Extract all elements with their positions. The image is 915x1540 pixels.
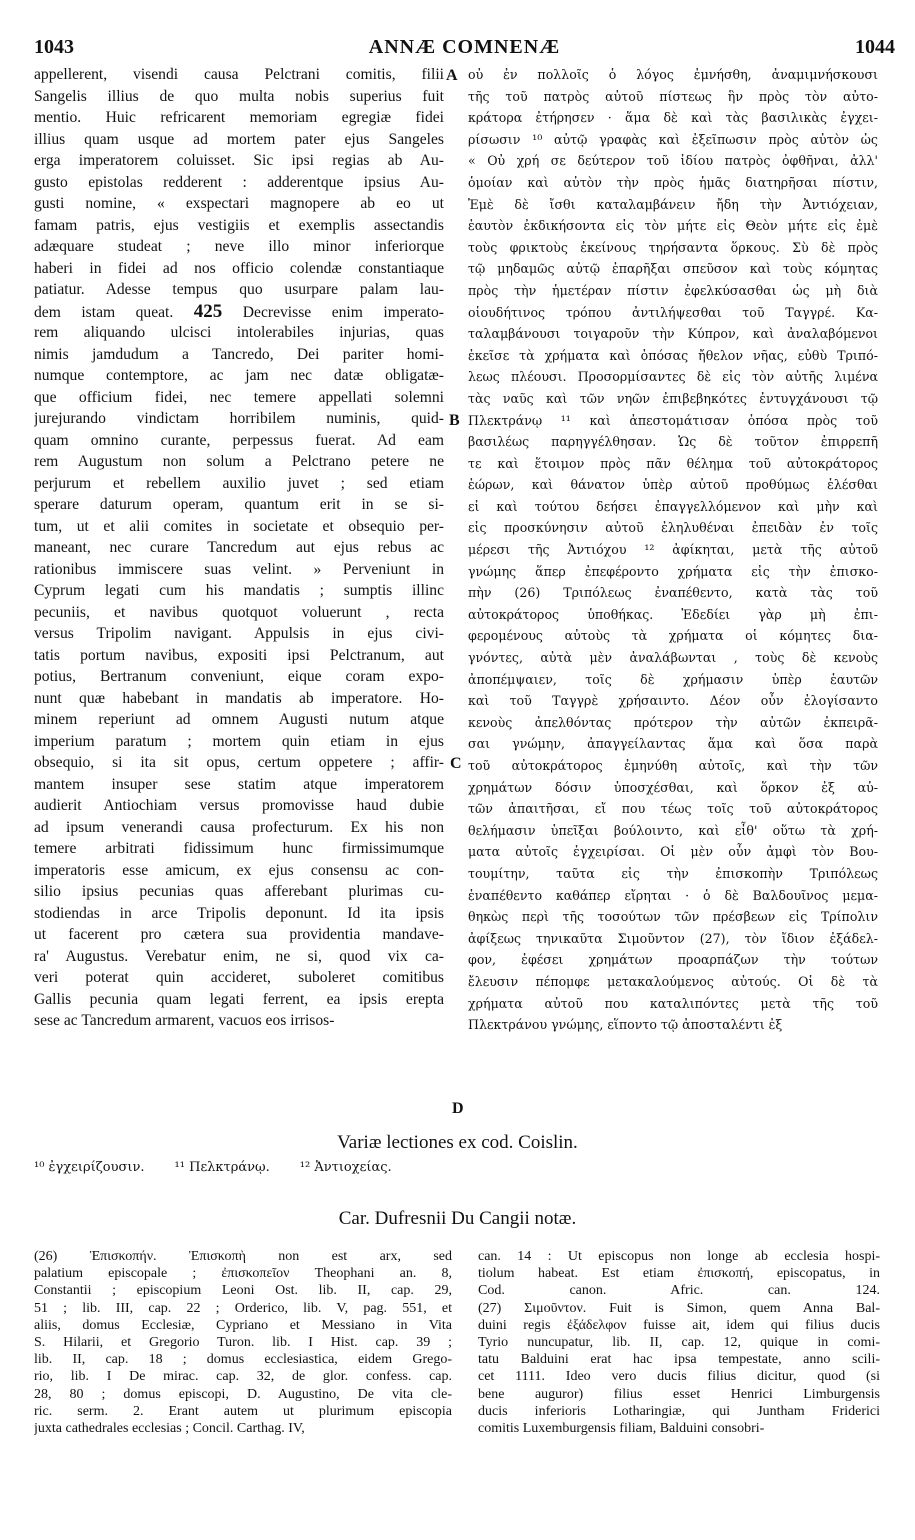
latin-text-line: gusto epistolas redderent : adderentque ipsius Au- <box>34 173 444 191</box>
greek-text-line: πὴν (26) Τριπόλεως ἐναπέθεντο, κατὰ τὰς τοῦ <box>468 585 878 601</box>
latin-text-line: ut facerent pro cætera sua providentia mandave- <box>34 926 444 943</box>
page-number-right: 1044 <box>855 36 895 58</box>
latin-text-line: tum, ut et alii comites in societate et obsequio per- <box>34 517 444 535</box>
greek-text-line: ρίσωσιν ¹⁰ αὐτῷ γραφὰς καὶ ἐξεῖπωσιν πρὸς αὐτὸν ὡς <box>468 131 878 147</box>
latin-text-line: numque contemptore, ac jam nec datæ obligatæ- <box>34 367 444 384</box>
greek-text-line: κενοὺς ἀπελθόντας πρότερον τὴν αὐτῶν ἐκπειρᾶ- <box>468 714 878 730</box>
greek-column <box>468 64 878 1036</box>
note-right-line: Cod. canon. Afric. can. 124. <box>478 1283 880 1299</box>
notes-left-column <box>34 1248 452 1437</box>
variant-reading: ¹² Ἀντιοχείας. <box>299 1160 392 1175</box>
latin-text-line: imperium paratum ; mortem quin etiam in ejus <box>34 732 444 750</box>
latin-text-line: rem Augustum non solum a Pelctrano petere ne <box>34 453 444 470</box>
greek-text-line: τε καὶ ἕτοιμον πρὸς πᾶν θέλημα τοῦ αὐτοκράτορος <box>468 455 878 471</box>
greek-text-line: ἐκεῖσε τὰ χρήματα καὶ ὁπόσας ἤθελον νῆας, εὐθὺ Τριπό- <box>468 347 878 363</box>
latin-text-line: temere arbitrati fidissimum hunc firmissimumque <box>34 840 444 857</box>
greek-text-line: φερομένους αὐτοὺς τὰ χρήματα οἱ κόμητες δια- <box>468 628 878 644</box>
variant-reading: ¹⁰ ἐγχειρίζουσιν. <box>34 1160 145 1175</box>
greek-text-line: τῷ μηδαμῶς αὐτῷ ἐπαρῆξαι σπεῦσον καὶ τοὺς κόμητας <box>468 261 878 277</box>
greek-text-line: ἑαυτὸν ἐκδικήσοντα εἰς τὸν μήτε εἰς Θεὸν μήτε εἰς ἐμὲ <box>468 218 878 234</box>
note-right-line: bene auguror) filius esset Henrici Limburgensis <box>478 1386 880 1402</box>
note-left-line: (26) Ἐπισκοπήν. Ἐπισκοπὴ non est arx, sed <box>34 1249 452 1264</box>
note-right-line: cet 1111. Ideo vero ducis filius dicitur, quod (si <box>478 1369 880 1385</box>
greek-text-line: τοῦ αὐτοκράτορος ἐμηνύθη αὐτοῖς, καὶ τὴν τῶν <box>468 758 878 773</box>
note-left-line: 28, 80 ; domus episcopi, D. Augustino, De vita cle- <box>34 1386 452 1402</box>
latin-text-line: Sangelis illius de quo multa nobis superius fuit <box>34 87 444 105</box>
latin-text-line: erga imperatorem coluisset. Sic ipsi regias ab Au- <box>34 152 444 169</box>
margin-marker-d: D <box>452 1100 464 1117</box>
note-left-line: S. Hilarii, et Gregorio Turon. lib. I Hist. cap. 39 ; <box>34 1334 452 1350</box>
latin-text-line: tatis portum navibus, expositi ipsi Pelctranum, aut <box>34 646 444 664</box>
greek-text-line: ταλαμβάνουσι τοιγαροῦν τὴν Κύπρον, καὶ ἀναλαβόμενοι <box>468 326 878 342</box>
latin-text-line: maneant, nec curare Tancredum aut ejus rebus ac <box>34 539 444 556</box>
latin-text-line <box>34 301 444 323</box>
latin-text-line: nimis jamdudum a Tancredo, Dei pariter homi- <box>34 345 444 363</box>
latin-text-line: versus Tripolim navigant. Appulsis in ejus civi- <box>34 625 444 642</box>
greek-text-line: ματα αὐτοῖς ἐγχειρίσαι. Οἱ μὲν οὖν ἀμφὶ τὸν Βου- <box>468 844 878 860</box>
latin-text-segment: Decrevisse enim imperato- <box>242 303 444 321</box>
page-number-left: 1043 <box>34 36 74 58</box>
latin-text-line: ad ipsum venerandi causa profecturum. Ex his non <box>34 818 444 836</box>
latin-text-line: Cyprum legati cum his mandatis ; sumptis illinc <box>34 582 444 599</box>
note-left-line: palatium episcopale ; ἐπισκοπεῖον Theophani an. 8, <box>34 1266 452 1282</box>
greek-text-line: ἀποπέμψαιεν, τοῖς δὲ χρήμασιν ὑπὲρ ἑαυτῶν <box>468 671 878 687</box>
greek-text-line: οἱουδήτινος τρόπου ἀντιλήψεσθαι τοῦ Ταγγρέ. Κα- <box>468 304 878 320</box>
note-right-line: duini regis ἐξάδελφον fuisse ait, idem qui filius ducis <box>478 1317 880 1333</box>
latin-text-line: patiatur. Adesse tempus quo usurpare palam lau- <box>34 281 444 298</box>
note-left-line: aliis, domus Ecclesiæ, Cypriano et Messiano in Vita <box>34 1317 452 1333</box>
latin-text-line: adæquare studeat ; neve illo minor inferiorque <box>34 238 444 255</box>
greek-text-line: χρημάτων δόσιν ὑποσχέσθαι, καὶ ὅρκον ἐξ αὐ- <box>468 779 878 795</box>
latin-text-line: quam omnino curante, perpessus fuerat. Ad eam <box>34 431 444 449</box>
latin-text-line: pecuniis, et navibus quotquot voluerunt , recta <box>34 603 444 621</box>
note-left-line: juxta cathedrales ecclesias ; Concil. Carthag. IV, <box>34 1420 305 1436</box>
note-left-line: ric. serm. 2. Erant autem ut plurimum episcopia <box>34 1403 452 1419</box>
greek-text-line: καὶ τοῦ Ταγγρὲ χρήσαιντο. Δέον οὖν ἐλογίσαντο <box>468 693 878 709</box>
latin-text-line: mantem insuper sese statim atque imperatorem <box>34 775 444 793</box>
running-head: ANNÆ COMNENÆ <box>368 36 561 58</box>
greek-text-line: κράτορα ἐτήρησεν · ἅμα δὲ καὶ τὰς βασιλικὰς ἐγχει- <box>468 110 878 126</box>
note-right-line: ducis inferioris Lotharingiæ, qui Juntham Friderici <box>478 1403 880 1419</box>
greek-text-line: εἰς προσκύνησιν αὐτοῦ ἐληλυθέναι ἐπειδὰν ἐν τοῖς <box>468 520 878 536</box>
greek-text-line: ἐναπέθεντο καθάπερ εἴρηται · ὁ δὲ Βαλδουῖνος μεμα- <box>468 887 878 903</box>
greek-text-line: ἑώρων, καὶ θάνατον ὑπὲρ αὐτοῦ προθύμως ἑλέσθαι <box>468 477 878 493</box>
latin-text-line: que officium fidei, nec temere appellati solemni <box>34 388 444 406</box>
greek-text-line: σαι γνώμην, ἀπαγγείλαντας ἅμα καὶ ὅσα παρὰ <box>468 736 878 752</box>
variant-reading: ¹¹ Πελκτράνῳ. <box>174 1160 270 1175</box>
greek-text-line: τοὺς φρικτοὺς ἐκείνους τηρήσαντα ὅρκους. Σὺ δὲ πρὸς <box>468 239 878 255</box>
note-right-line: can. 14 : Ut episcopus non longe ab ecclesia hospi- <box>478 1249 880 1264</box>
latin-text-line: minem reperiunt ad omnem Augusti nutum atque <box>34 711 444 728</box>
note-right-line: (27) Σιμοῦντον. Fuit is Simon, quem Anna Bal- <box>478 1300 880 1316</box>
note-right-line: tiolum habeat. Est etiam ἐπισκοπή, episcopatus, in <box>478 1266 880 1282</box>
greek-text-line: τουμίτην, ταῦτα εἰς τὴν ἐπισκοπὴν Τριπόλεως <box>468 865 878 881</box>
latin-text-line: rem aliquando ulcisci intolerabiles injurias, quas <box>34 324 444 341</box>
latin-text-line: Gallis pecunia quam legati ferrent, ea ipsis erepta <box>34 990 444 1008</box>
margin-marker-c: C <box>450 755 462 772</box>
latin-text-line: sperare daturum operam, quantum erit in se si- <box>34 496 444 513</box>
greek-text-line: γνόντες, αὐτὰ μὲν ἀναλάβωνται , τοὺς δὲ κενοὺς <box>468 650 878 666</box>
greek-text-line: γνώμης ἅπερ ἐπεφέροντο χρήματα εἰς τὴν ἐπισκο- <box>468 563 878 579</box>
note-right-line: tatu Balduini erat hac ipsa tempestate, anno scili- <box>478 1352 880 1368</box>
greek-text-line: « Οὐ χρή σε δεύτερον τοῦ ἰδίου πατρὸς ὀφθῆναι, ἀλλ' <box>468 153 878 169</box>
latin-text-segment: dem istam queat. <box>34 303 174 321</box>
greek-text-line: ἀφίξεως τηνικαῦτα Σιμοῦντον (27), τὸν ἴδιον ἐξάδελ- <box>468 930 878 946</box>
latin-text-line: silio ipsius pecunias quas afferebant plurimas cu- <box>34 883 444 900</box>
greek-text-line: θηκὼς περὶ τῆς τοσούτων τῶν πρέσβεων εἰς Τρίπολιν <box>468 909 878 925</box>
greek-text-line: Πλεκτράνου γνώμης, εἵποντο τῷ ἀποσταλέντι ἐξ <box>468 1017 783 1033</box>
latin-text-line: imperatoris esse amicum, ex ejus consensu ac con- <box>34 861 444 879</box>
note-left-line: 51 ; lib. III, cap. 22 ; Orderico, lib. V, pag. 551, et <box>34 1300 452 1316</box>
latin-text-line: veri poterat quin accideret, suboleret comitibus <box>34 969 444 986</box>
greek-text-line: Ἐμὲ δὲ ἴσθι καταλαμβάνειν ἤδη τὴν Ἀντιόχειαν, <box>468 196 878 212</box>
variae-lectiones-list <box>34 1160 884 1175</box>
greek-text-line: λεως πλέουσι. Προσορμίσαντες δὲ εἰς τὸν αὐτῆς λιμένα <box>468 369 878 385</box>
latin-column <box>34 64 444 1032</box>
latin-text-line: sese ac Tancredum armarent, vacuos eos irrisos- <box>34 1012 335 1029</box>
greek-text-line: ἔλευσιν πέπομφε μετακαλούμενος αὐτούς. Οἱ δὲ τὰ <box>468 973 878 989</box>
greek-text-line: χρήματα αὐτοῦ που καταλιπόντες μετὰ τῆς τοῦ <box>468 995 878 1011</box>
greek-text-line: Πλεκτράνῳ ¹¹ καὶ ἀπεστομάτισαν ὁπόσα πρὸς τοῦ <box>468 412 878 428</box>
note-left-line: lib. II, cap. 18 ; domus ecclesiastica, eidem Grego- <box>34 1352 452 1368</box>
note-right-line: Tyrio nuncupatur, lib. II, cap. 12, quique in comi- <box>478 1334 880 1350</box>
page-header <box>34 36 895 64</box>
greek-text-line: φον, ἐφέσει χρημάτων προαρπάζων τὴν τούτων <box>468 952 878 968</box>
latin-text-line: perjurum et rebellem auxilio juvet ; sed etiam <box>34 474 444 492</box>
latin-text-line: audierit Antiochiam versus promovisse haud dubie <box>34 797 444 814</box>
latin-text-line: jurejurando vindictam horribilem numinis, quid- <box>34 410 444 427</box>
latin-text-line: mentio. Huic refricarent memoriam egregiæ fidei <box>34 109 444 126</box>
notes-heading: Car. Dufresnii Du Cangii notæ. <box>338 1208 577 1229</box>
margin-marker-b: B <box>449 412 460 429</box>
latin-text-line: potius, Bertranum conveniunt, eique coram expo- <box>34 668 444 685</box>
greek-text-line: βασιλέως παρηγγέλθησαν. Ὡς δὲ τοῦτον ἐπιρρεπῆ <box>468 434 878 450</box>
note-left-line: rio, lib. I De mirac. cap. 32, de glor. confess. cap. <box>34 1369 452 1385</box>
greek-text-line: πρὸς τὴν ἡμετέραν πίστιν ἐφελκύσασθαι ὡς μὴ διὰ <box>468 282 878 298</box>
greek-text-line: μέρεσι τῆς Ἀντιόχου ¹² ἀφίκηται, μετὰ τῆς αὐτοῦ <box>468 542 878 558</box>
latin-text-line: illius quam usque ad mortem pater ejus Sangeles <box>34 130 444 148</box>
greek-text-line: οὐ ἐν πολλοῖς ὁ λόγος ἐμνήσθη, ἀναμιμνήσκουσι <box>468 67 878 82</box>
greek-text-line: αὐτοκράτορος ὑποθήκας. Ἐδεδίει γὰρ μὴ ἐπι- <box>468 606 878 622</box>
latin-text-line: ra' Augustus. Verebatur enim, ne si, quod vix ca- <box>34 947 444 965</box>
latin-text-line: appellerent, visendi causa Pelctrani comitis, filii <box>34 66 444 83</box>
latin-text-line: stodiendas in arce Tripolis deponunt. Id ita ipsis <box>34 904 444 922</box>
note-right-line: comitis Luxemburgensis filiam, Balduini consobri- <box>478 1420 765 1436</box>
greek-text-line: τὰς ναῦς καὶ τῶν νηῶν ἐπιβεβηκότες ἐντυγχάνουσι τῷ <box>468 390 878 406</box>
greek-text-line: τῶν ἀπαιτῆσαι, εἴ που τέως τοῖς τοῦ αὐτοκράτορος <box>468 801 878 817</box>
greek-text-line: ὁμοίαν καὶ αὐτὸν τὴν πρὸς ἡμᾶς διατηρῆσαι πίστιν, <box>468 174 878 190</box>
latin-text-line: gusti nomine, « exspectari magnopere ab eo ut <box>34 195 444 212</box>
variae-lectiones-heading: Variæ lectiones ex cod. Coislin. <box>337 1132 578 1153</box>
latin-text-line: rationibus immiscere suas velint. » Perveniunt in <box>34 560 444 578</box>
greek-text-line: τῆς τοῦ πατρὸς αὐτοῦ πίστεως ἣν πρὸς τὸν αὐτο- <box>468 88 878 104</box>
margin-marker-a: A <box>446 67 458 84</box>
note-left-line: Constantii ; episcopium Leoni Ost. lib. II, cap. 29, <box>34 1283 452 1299</box>
greek-text-line: εἰ καὶ τούτου δεήσει ἐπαγγελλόμενον καὶ μὴν καὶ <box>468 498 878 514</box>
internal-page-number: 425 <box>193 300 223 322</box>
latin-text-line: obsequio, si ita sit opus, certum oppetere ; affir- <box>34 754 444 771</box>
greek-text-line: θελήμασιν ὑπεῖξαι βούλοιντο, καὶ εἶθ' οὕτω τὰ χρή- <box>468 822 878 838</box>
latin-text-line: famam patris, ejus vestigiis et exemplis assectandis <box>34 216 444 234</box>
latin-text-line: haberi in fidei ad nos officio colendæ constantiaque <box>34 259 444 277</box>
latin-text-line: nunt quæ habebant in mandatis ab imperatore. Ho- <box>34 689 444 707</box>
notes-right-column <box>478 1248 880 1437</box>
